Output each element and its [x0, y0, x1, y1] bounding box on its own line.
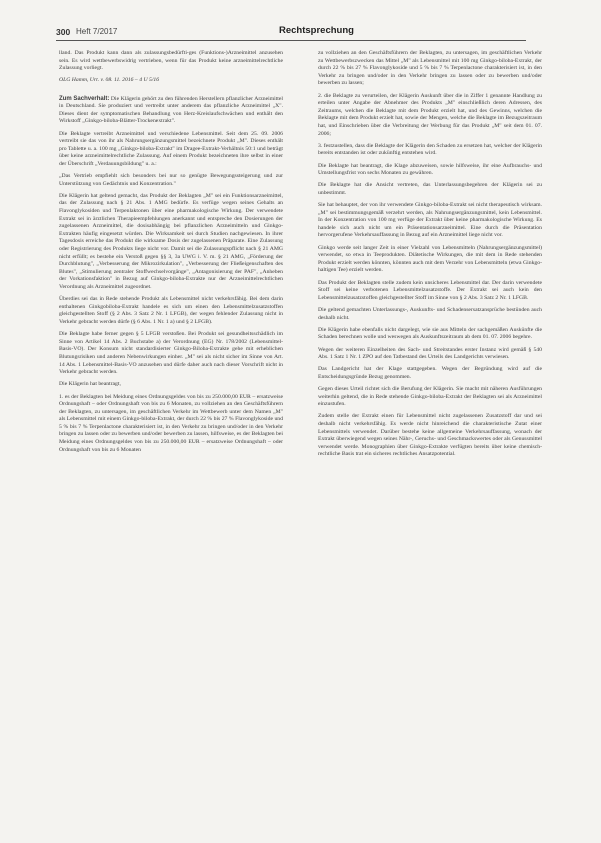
body-paragraph: Die Beklagte hat beantragt, die Klage abzuweisen, sowie hilfsweise, ihr eine Aufbrauchs- und Umstellungsfrist von sechs Monaten zu gewähren. — [318, 162, 542, 177]
page-header — [56, 27, 526, 43]
body-paragraph: 1. es der Beklagten bei Meidung eines Ordnungsgeldes von bis zu 250.000,00 EUR – ersatzweise Ordnungshaft – oder Ordnungshaft von bis zu 6 Monaten, zu vollziehen an den Geschäftsführern der Beklagten, zu untersagen, im geschäftlichen Verkehr im Wettbewerb unter dem Namen „M" als Lebensmittel mit einem Ginkgo-biloba-Extrakt, der durch 22 % bis 27 % Flavonglykoside und 5 % bis 7 % Terpenlactone charakterisiert ist, in den Verkehr zu bringen und/oder in den Verkehr bringen zu lassen oder zu bewerben und/oder bewerben zu lassen, hilfsweise, es der Beklagten bei Meidung eines Ordnungsgeldes von bis zu 250.000,00 EUR – ersatzweise Ordnungshaft – oder Ordnungshaft von bis zu 6 Monaten — [59, 393, 283, 453]
right-column — [318, 50, 542, 464]
body-paragraph: Zudem stelle der Extrakt einen für Lebensmittel nicht zugelassenen Zusatzstoff dar und sei deshalb nicht verkehrsfähig. Es werde nicht hinreichend die charakteristische Zutat einer Lebensmittels verwendet. Darüber bestehe keine allgemeine Verkehrsauffassung, wonach der Extrakt überwiegend wegen seines Nähr-, Geruchs- und Geschmackswertes oder als Genussmittel verwendet werde. Monographien über Ginkgo-Extrakte verfügten bereits über keine chemisch-rechtliche Basis trat ein sicheres rechtliches Ansatzpotential. — [318, 413, 542, 458]
source-citation: OLG Hamm, Urt. v. 08. 11. 2016 – 4 U 5/16 — [59, 77, 160, 84]
body-paragraph: Ginkgo werde seit langer Zeit in einer Vielzahl von Lebensmitteln (Nahrungsergänzungsmittel) verwendet, so etwa in Teeprodukten. Diätetische Wirkungen, die mit dem in Rede stehenden Produkt erzielt werden könnten, könnten auch mit dem Verzehr von Lebensmitteln (etwa Ginkgo-haltigen Tee) erzielt werden. — [318, 244, 542, 274]
body-paragraph: Überdies sei das in Rede stehende Produkt als Lebensmittel nicht verkehrsfähig. Bei dem darin enthaltenen Ginkgobiloba-Extrakt handele es sich um einen den Lebensmittelzusatzstoffen gleichgestellten Stoff (§ 2 Abs. 3 Satz 2 Nr. 1 LFGB), der wegen fehlender Zulassung nicht in Verkehr gebracht werden dürfe (§ 6 Abs. 1 Nr. 1 a) und § 2 LFGB). — [59, 296, 283, 325]
body-paragraph: Die geltend gemachten Unterlassungs-, Auskunfts- und Schadensersatzansprüche bestünden auch deshalb nicht. — [318, 306, 542, 321]
intro-paragraph: lland. Das Produkt kann dann als zulassungsbedürfti-ges (Funktions-)Arzneimittel anzusehen sein. Es wird wettbewerbswidrig vertrieben, wenn für das Produkt keine arzneimittelrechtliche Zulassung vorliegt. — [59, 50, 283, 72]
lead-text: Die Klägerin gehört zu den führenden Herstellern pflanzlicher Arzneimittel in Deutschland. Sie produziert und vertreibt unter anderem das pflanzliche Arzneimittel „X". Dieses dient der symptomatischen Behandlung von Herz-Kreislaufschwächen und enthält den Wirkstoff „Ginkgo-biloba-Blätter-Trockenextrakt". — [59, 95, 283, 125]
body-paragraph: Die Beklagte vertreibt Arzneimittel und verschiedene Lebensmittel. Seit dem 25. 09. 2006 vertreibt sie das von ihr als Nahrungsergänzungsmittel bezeichnete Produkt „M". Dieses enthält pro Tablette u. a. 100 mg „Ginkgo-biloba-Extrakt" im Dragee-Extrakt-Verhältnis 50:1 und beträgt über keine arzneimittelrechtliche Zulassung. Auf einem Produkt bezeichneten ihre selbst in einer der Überschrift „Verdauungsbildung" u. a.: — [59, 130, 283, 167]
section-title: Rechtsprechung — [279, 25, 354, 36]
body-paragraph: Das Produkt der Beklagten stelle zudem kein unsicheres Lebensmittel dar. Der darin verwendete Stoff sei keine verbotenen Lebensmittelzusatzstoffe. Der Extrakt sei auch kein den Lebensmittelzusatzstoffen gleichgestellter Stoff im Sinne von § 2 Abs. 3 Satz 2 Nr. 1 LFGB. — [318, 279, 542, 301]
body-paragraph: Gegen dieses Urteil richtet sich die Berufung der Klägerin. Sie macht mit näheren Ausführungen weiterhin geltend, die in Rede stehende Ginkgo-biloba-Extrakt der Beklagten sei als Arzneimittel einzustufen. — [318, 386, 542, 408]
body-paragraph: Sie hat behauptet, der von ihr verwendete Ginkgo-biloba-Extrakt sei nicht therapeutisch wirksam. „M" sei bestimmungsgemäß verzehrt werden, als Nahrungsergänzungsmittel, kein Lebensmittel. In der Konzentration von 100 mg verfüge der Extrakt über keine pharmakologische Wirkung. Es handele sich auch nicht um ein Präsentationsarzneimittel. Eine durch die Präsentation hervorgerufene Verkehrsauffassung in Bezug auf ein Arzneimittel liege nicht vor. — [318, 202, 542, 239]
body-paragraph: Die Klägerin hat geltend gemacht, das Produkt der Beklagten „M" sei ein Funktionsarzneimittel, das der Zulassung nach § 21 Abs. 1 AMG bedürfe. Es verfüge wegen seines Gehalts an Flavonglykosiden und Terpenlaktonen über eine pharmakologische Wirkung. Der verwendete Extrakt sei in ärztlichen Therapieempfehlungen anerkannt und entspreche den Dosierungen der zugelassenen Arzneimittel, die dosisabhängig bei pflanzlichen Arzneimitteln und Ginkgo-Extrakten häufig eingesetzt würden. Die Wirksamkeit sei durch Studien nachgewiesen. In ihrer Tagesdosis erreiche das Produkt die wirksame Dosis der zugelassenen Präparate. Eine Zulassung oder Registrierung des Produkts liege nicht vor. Damit sei die Zulassungspflicht nach § 21 AMG nicht erfüllt; es bestehe ein Verstoß gegen §§ 3, 3a UWG i. V. m. § 21 AMG, „Förderung der Durchblutung", „Verbesserung der Mikrozirkulation", „Verbesserung der Fließeigenschaften des Blutes", „Stimulierung zentraler Stoffwechselvorgänge", „Antagonisierung der PAF", „Anheben der Vorkationsfaktion" in Bezug auf Ginkgo-biloba-Extrakte nur der Arzneimittelrechtlichen Verordnung als Arzneimittel zugeordnet. — [59, 192, 283, 290]
body-paragraph: zu vollziehen an den Geschäftsführern der Beklagten, zu untersagen, im geschäftlichen Verkehr zu Wettbewerbszwecken das Mittel „M" als Lebensmittel mit 100 mg Ginkgo-biloba-Extrakt, der durch 22 % bis 27 % Flavonglykoside und 5 % bis 7 % Terpenlactone charakterisiert ist, in den Verkehr zu bringen und/oder in den Verkehr bringen zu lassen oder zu bewerben und/oder bewerben zu lassen; — [318, 50, 542, 87]
body-paragraph: Wegen der weiteren Einzelheiten des Sach- und Streitstandes erster Instanz wird gemäß § 540 Abs. 1 Satz 1 Nr. 1 ZPO auf den Tatbestand des Urteils des Landgerichts verwiesen. — [318, 346, 542, 361]
body-paragraph: Das Landgericht hat der Klage stattgegeben. Wegen der Begründung wird auf die Entscheidungsgründe Bezug genommen. — [318, 366, 542, 380]
body-paragraph: Die Beklagte hat die Ansicht vertreten, das Unterlassungsbegehren der Klägerin sei zu unbestimmt. — [318, 182, 542, 196]
page-number: 300 — [56, 27, 71, 37]
header-rule — [56, 40, 526, 41]
journal-issue: Heft 7/2017 — [76, 27, 118, 36]
lead-label: Zum Sachverhalt: — [59, 95, 110, 102]
lead-paragraph — [59, 96, 283, 126]
body-paragraph: „Das Vertrieb empfiehlt sich besonders bei nur so genügte Bewegungssteigerung und zur Unterstützung von Gedächtnis und Konzentration." — [59, 173, 283, 187]
body-paragraph: Die Beklagte habe ferner gegen § 5 LFGB verstoßen. Bei Produkt sei gesundheitsschädlich im Sinne von Artikel 14 Abs. 2 Buchstabe a) der Verordnung (EG) Nr. 178/2002 (Lebensmittel-Basis-VO). Der Konsum nicht standardisierter Ginkgo-Biloba-Extrakte gehe mit erheblichen Blutungsrisiken und anderen Nebenwirkungen einher. „M" sei als nicht sicher im Sinne von Art. 14 Abs. 1 Lebensmittel-Basis-VO anzusehen und dürfe daher auch nach dieser Vorschrift nicht in Verkehr gebracht werden. — [59, 331, 283, 376]
left-column — [59, 50, 283, 459]
body-paragraph: Die Klägerin habe ebenfalls nicht dargelegt, wie sie aus Mitteln der sachgemäßen Auskünfte die Schaden berechnen wolle und weswegen als Auskunftszeitraum ab dem 01. 07. 2006 begehre. — [318, 326, 542, 341]
body-paragraph: 3. festzustellen, dass die Beklagte der Klägerin den Schaden zu ersetzen hat, welcher der Klägerin bereits entstanden ist oder zukünftig entstehen wird. — [318, 142, 542, 157]
body-paragraph: Die Klägerin hat beantragt, — [59, 381, 121, 388]
body-paragraph: 2. die Beklagte zu verurteilen, der Klägerin Auskunft über die in Ziffer 1 genannte Handlung zu erteilen unter Angabe der Abnehmer des Produkts „M" einschließlich deren Adressen, des Zeitraums, welchen die Beklagte mit dem Produkt erzielt hat, und des Gewinns, welchen die Beklagte mit dem Produkt erzielt hat, sowie der Mengen, welche die Beklagte im Bezugszeitraum hat, und Einschrieben über die Verbreitung der Werbung für das Produkt „M" seit dem 01. 07. 2006; — [318, 92, 542, 137]
